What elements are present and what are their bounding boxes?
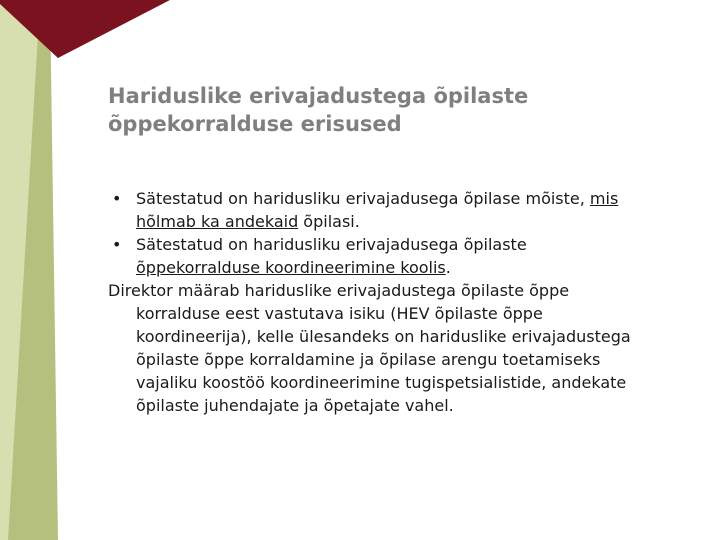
- bullet-marker: •: [112, 189, 122, 208]
- body-paragraph: Direktor määrab hariduslike erivajadustega õpilaste õppe korralduse eest vastutava isiku (HEV õpilaste õppe koordineerija), kelle ülesandeks on hariduslike erivajadustega õpilaste õppe korraldamine ja õpilase arengu toetamiseks vajaliku koostöö koordineerimine tugispetsialistide, andekate õpilaste juhendajate ja õpetajate vahel.: [108, 281, 631, 415]
- bullet-item: [108, 187, 648, 233]
- bullet-text-end: .: [445, 258, 451, 277]
- bullet-underlined-text: õppekorralduse koordineerimine koolis: [136, 258, 446, 277]
- slide-title-line-2: õppekorralduse erisused: [108, 112, 402, 136]
- bullet-underlined-text: mis hõlmab ka andekaid: [136, 189, 619, 231]
- slide-body: [108, 187, 648, 417]
- bullet-item: [108, 233, 648, 279]
- slide-title-line-1: Hariduslike erivajadustega õpilaste: [108, 84, 529, 108]
- slide-title: [108, 82, 668, 138]
- bullet-text-end: õpilasi.: [298, 212, 360, 231]
- bullet-marker: •: [112, 235, 122, 254]
- bullet-text: Sätestatud on haridusliku erivajadusega õpilase mõiste,: [136, 189, 590, 208]
- bullet-text: Sätestatud on haridusliku erivajadusega õpilaste: [136, 235, 527, 254]
